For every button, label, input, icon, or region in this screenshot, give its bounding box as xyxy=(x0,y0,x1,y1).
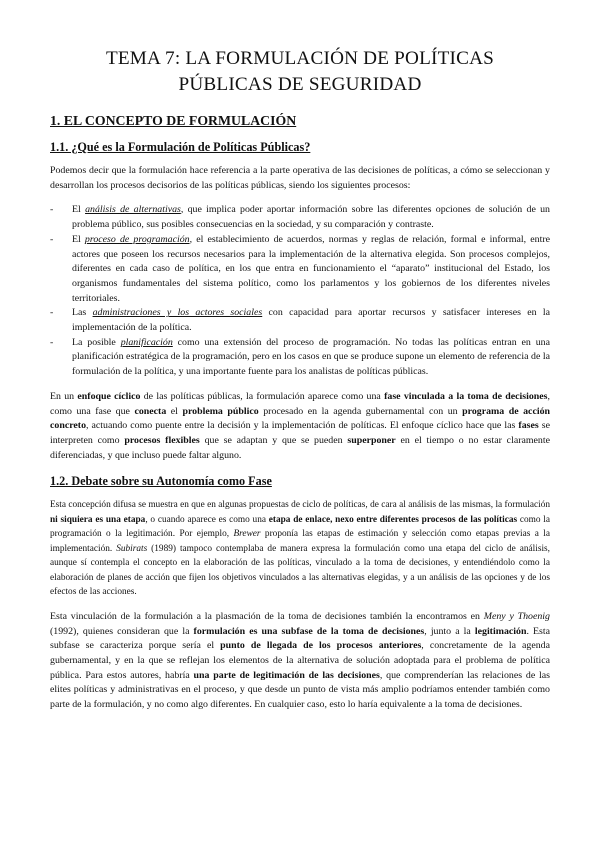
item-term: análisis de alternativas xyxy=(85,204,181,216)
bold-run: enfoque cíclico xyxy=(77,390,141,402)
process-list xyxy=(50,203,550,379)
bold-run: legitimación xyxy=(474,625,527,637)
item-text: , el establecimiento de acuerdos, normas y reglas de relación, formal e informal, entre actores que poseen los recursos necesarios para la implementación de la alternativa elegida. Son procesos complejos, diferentes en cada caso de política, en los que entra en funcionamiento el “aparato” institucional del Estado, los organismos fundamentales del sistema político, como los parlamentos y los gobiernos de los diferentes niveles territoriales. xyxy=(72,233,550,304)
text-run: , junto a la xyxy=(424,625,475,637)
dash-bullet: - xyxy=(50,204,54,216)
title-line-2: PÚBLICAS DE SEGURIDAD xyxy=(178,74,422,95)
bold-run: problema público xyxy=(182,405,259,417)
section-1-heading: 1. EL CONCEPTO DE FORMULACIÓN xyxy=(50,113,297,128)
item-text: con capacidad para aportar recursos y satisfacer intereses en la implementación de la política. xyxy=(72,307,550,334)
title-line-1: TEMA 7: LA FORMULACIÓN DE POLÍTICAS xyxy=(105,48,495,69)
text-run: . Esta subfase se caracteriza porque sería el xyxy=(50,625,550,652)
bold-run: superponer xyxy=(347,434,396,446)
bold-run: procesos flexibles xyxy=(124,434,200,446)
text-run: el xyxy=(166,405,183,417)
item-text: Las xyxy=(72,307,93,319)
cyclic-approach-paragraph xyxy=(50,390,550,464)
text-run: , actuando como puente entre la decisión y la implementación de políticas. El enfoque cíclico hace que las xyxy=(86,420,519,432)
dash-bullet: - xyxy=(50,307,54,319)
diffuse-concept-paragraph xyxy=(50,498,550,600)
item-text: El xyxy=(72,204,86,216)
dash-bullet: - xyxy=(50,233,54,245)
text-run: , como una fase que xyxy=(50,390,550,417)
item-text: como una extensión del proceso de programación. No todas las políticas entran en una planificación estratégica de la programación, pero en los casos en que se produce supone un elemento de referencia de la formulación de la política, y una importante fuente para los analistas de políticas públicas. xyxy=(72,336,550,378)
document-title xyxy=(50,46,550,98)
item-text: , que implica poder aportar información sobre las diferentes opciones de solución de un problema público, sus posibles consecuencias en la sociedad, y su comparación y contraste. xyxy=(72,204,550,231)
item-text: La posible xyxy=(72,336,121,348)
text-run: , concretamente de la agenda gubernamental, y en la que se reflejan los elementos de la alternativa de solución adoptada para el problema de política pública. Para estos autores, habría xyxy=(50,640,550,681)
list-item xyxy=(50,233,550,307)
text-run: en el tiempo o no estar claramente diferenciadas, y que incluso puede faltar alguno. xyxy=(50,434,550,461)
list-item xyxy=(50,306,550,335)
text-run: que se adaptan y que se pueden xyxy=(199,434,348,446)
text-run: Esta vinculación de la formulación a la plasmación de la toma de decisiones también la encontramos en xyxy=(50,610,484,622)
intro-paragraph: Podemos decir que la formulación hace referencia a la parte operativa de las decisiones de políticas, a cómo se seleccionan y desarrollan los procesos decisorios de las políticas públicas, siendo los siguientes procesos: xyxy=(50,165,550,191)
bold-run: etapa de enlace, nexo entre diferentes procesos de las políticas xyxy=(268,514,518,525)
item-text: El xyxy=(72,233,85,245)
item-term: proceso de programación xyxy=(84,233,190,245)
text-run: (1989) tampoco contemplaba de manera expresa la formulación como una etapa del ciclo de análisis, aunque sí contempla el concepto en la elaboración de las políticas, vinculado a la toma de decisiones, y entendiéndolo como la elaboración de planes de acción que fijen los objetivos vinculados a las alternativas elegidas, y a un análisis de las opciones y de los efectos de las acciones. xyxy=(50,543,550,598)
bold-run: ni siquiera es una etapa xyxy=(50,514,146,525)
italic-run: Subirats xyxy=(116,543,148,554)
bold-run: fases xyxy=(518,420,539,432)
text-run: , que comprenderían las relaciones de las elites políticas y administrativas en el proceso, y que desde un punto de vista más amplio podríamos entender también como parte de la formulación, y no como algo diferentes. En cualquier caso, esto lo haría equivalente a la toma de decisiones. xyxy=(50,669,551,711)
meny-thoenig-paragraph xyxy=(50,610,550,713)
bold-run: programa de acción concreto xyxy=(50,405,550,432)
text-run: Esta concepción difusa se muestra en que en algunas propuestas de ciclo de políticas, de cara al análisis de las mismas, la formulación xyxy=(50,500,550,511)
document-page xyxy=(50,46,550,723)
text-run: de las políticas públicas, la formulación aparece como una xyxy=(140,390,385,402)
item-term: administraciones y los actores sociales xyxy=(92,307,263,319)
bold-run: formulación es una subfase de la toma de decisiones xyxy=(193,625,425,637)
italic-run: Meny y Thoenig xyxy=(483,610,550,622)
dash-bullet: - xyxy=(50,336,54,348)
item-term: planificación xyxy=(120,336,173,348)
bold-run: conecta xyxy=(134,405,167,417)
text-run: En un xyxy=(50,390,78,402)
subsection-1-1-heading: 1.1. ¿Qué es la Formulación de Políticas Públicas? xyxy=(50,140,311,154)
bold-run: fase vinculada a la toma de decisiones xyxy=(384,390,548,402)
italic-run: Brewer xyxy=(233,529,261,540)
text-run: proponía las etapas de estimación y selección como etapas previas a la implementación. xyxy=(50,529,550,554)
text-run: como la programación o la legitimación. Por ejemplo, xyxy=(50,514,551,540)
subsection-1-2-heading: 1.2. Debate sobre su Autonomía como Fase xyxy=(50,474,272,489)
text-run: (1992), quienes consideran que la xyxy=(50,625,194,637)
bold-run: punto de llegada de los procesos anteriores xyxy=(220,640,422,652)
bold-run: una parte de legitimación de las decisiones xyxy=(193,669,380,681)
text-run: procesado en la agenda gubernamental con un xyxy=(258,405,463,417)
list-item xyxy=(50,336,550,380)
list-item xyxy=(50,203,550,232)
text-run: , o cuando aparece es como una xyxy=(145,514,269,525)
text-run: se interpreten como xyxy=(50,420,550,446)
